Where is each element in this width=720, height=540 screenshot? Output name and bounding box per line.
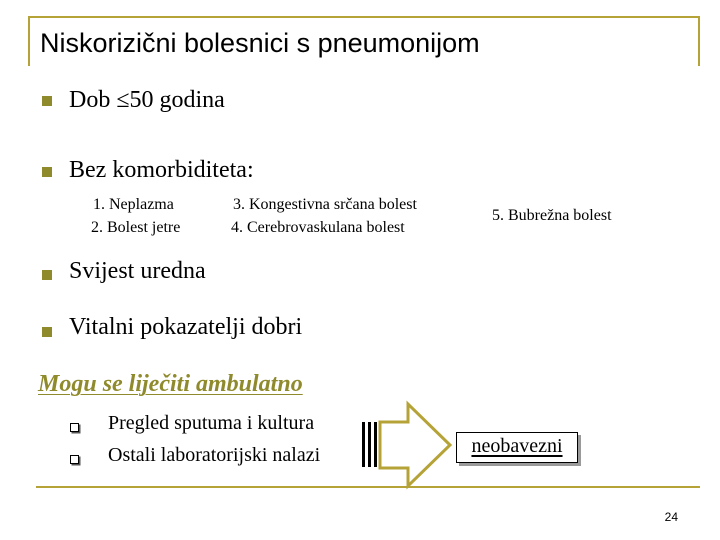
comorbidity-item: 2. Bolest jetre	[91, 219, 181, 236]
result-box	[456, 432, 578, 463]
bullet-square-icon	[42, 327, 52, 337]
arrow-icon	[360, 400, 455, 492]
bullet-square-icon	[42, 96, 52, 106]
comorbidity-item: 3. Kongestivna srčana bolest	[233, 196, 417, 213]
result-label: neobavezni	[471, 435, 563, 457]
title-frame-right	[698, 16, 700, 66]
bullet-age: Dob ≤50 godina	[69, 87, 225, 113]
slide-title: Niskorizični bolesnici s pneumonijom	[40, 28, 480, 58]
bullet-consciousness: Svijest uredna	[69, 258, 206, 284]
checkbox-icon	[70, 423, 79, 432]
title-frame-top	[28, 16, 700, 18]
outpatient-heading: Mogu se liječiti ambulatno	[38, 371, 303, 397]
outpatient-item: Pregled sputuma i kultura	[108, 412, 315, 434]
checkbox-icon	[70, 455, 79, 464]
comorbidity-item: 5. Bubrežna bolest	[492, 207, 612, 224]
bullet-square-icon	[42, 167, 52, 177]
comorbidity-item: 4. Cerebrovaskulana bolest	[231, 219, 405, 236]
bullet-square-icon	[42, 270, 52, 280]
bullet-no-comorbidity: Bez komorbiditeta:	[69, 157, 254, 183]
bullet-vitals: Vitalni pokazatelji dobri	[69, 314, 303, 340]
comorbidity-item: 1. Neplazma	[93, 196, 174, 213]
title-frame-left	[28, 16, 30, 66]
outpatient-item: Ostali laboratorijski nalazi	[108, 444, 321, 466]
page-number: 24	[664, 510, 678, 524]
